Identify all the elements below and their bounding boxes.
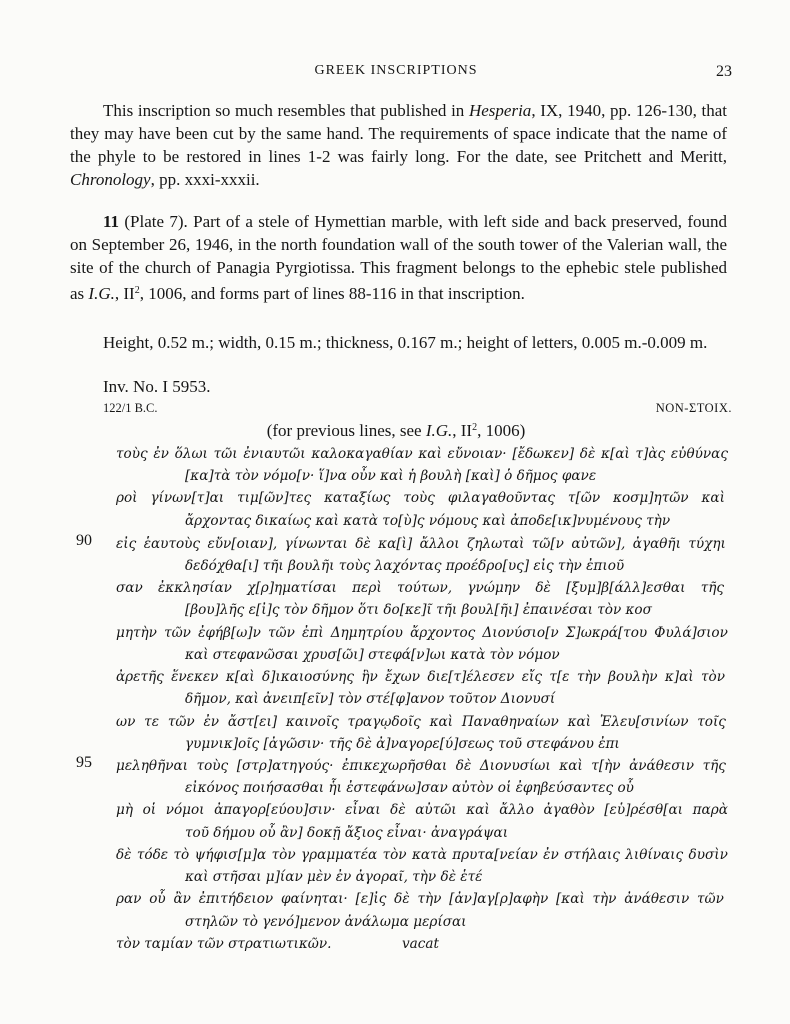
greek-word: τῆς (700, 580, 724, 596)
greek-word: Σ]ωκρά[του (565, 625, 648, 641)
greek-word: ἐν (543, 847, 559, 863)
greek-line: καὶ στῆσαι μ]ίαν μὲν ἐν ἀγοραῖ, τὴν δὲ ἑτέ (185, 869, 483, 885)
greek-line: στηλῶν τὸ γενό]μενον ἀνάλωμα μερίσαι (185, 914, 467, 930)
greek-word: τ]ὰς (635, 446, 666, 462)
greek-word: στήλαις (564, 847, 620, 863)
greek-line: δεδόχθα[ι] τῆι βουλῆι τοὺς λαχόντας προέδρο[υς] εἰς τὴν ἐπιοῦ (185, 558, 625, 574)
greek-word: ἄλλο (499, 802, 534, 818)
greek-word: περὶ (352, 580, 382, 596)
entry-text-1: (Plate 7). Part of a stele of Hymettian marble, with left side and back preserved, found on September 26, 1946, in the north foundation wall of the south tower of the Valerian wall, the site of the church of Panagia Pyrgiotissa. This fragment belongs to the ephebic stele published as (70, 212, 727, 303)
greek-word: ἀγαθῆι (632, 536, 681, 552)
stoichedon-note: NON-ΣΤΟΙΧ. (655, 401, 732, 415)
greek-word: ὅλωι (174, 446, 208, 462)
greek-word: καὶ (567, 714, 592, 730)
greek-word: [καὶ (556, 891, 585, 907)
greek-word: δὲ (390, 802, 406, 818)
greek-word: τοὺς (116, 446, 148, 462)
greek-word: ἐν (153, 446, 169, 462)
greek-word: τῶ[ν (531, 536, 564, 552)
running-title: GREEK INSCRIPTIONS (314, 63, 478, 78)
greek-word: πρυτα[νείαν (452, 847, 538, 863)
greek-word: δὲ (116, 847, 132, 863)
greek-line (116, 712, 726, 732)
greek-line (116, 623, 728, 643)
greek-word: Φυλά]σιον (654, 625, 728, 641)
greek-word: γίνωνται (284, 536, 348, 552)
greek-word: Ἐλευ[σινίων (599, 714, 689, 730)
greek-word: καὶ (429, 714, 454, 730)
greek-word: ἐφήβ[ω]ν (198, 625, 261, 641)
greek-word: ἐνιαυτῶι (243, 446, 306, 462)
greek-word: δὲ (535, 580, 551, 596)
journal-title: Hesperia (468, 101, 532, 120)
greek-line: γυμνικ]οῖς [ἀγῶσιν· τῆς δὲ ἀ]ναγορε[ύ]σεως τοῦ στεφάνου ἐπι (185, 736, 620, 752)
line-number-90: 90 (76, 532, 92, 549)
greek-word: ἔχων (385, 669, 420, 685)
greek-word: Παναθηναίων (461, 714, 559, 730)
greek-line: [κα]τὰ τὸν νόμο[ν· ἵ]να οὖν καὶ ἡ βουλὴ [καὶ] ὁ δῆμος φανε (185, 468, 597, 484)
page-number: 23 (716, 63, 732, 80)
greek-word: ἐπικεχωρῆσθαι (342, 758, 448, 774)
greek-word: ἣν (361, 669, 378, 685)
greek-word: νόμοι (165, 802, 205, 818)
greek-word: [ξυμ]β[άλλ]εσθαι (566, 580, 686, 596)
greek-word: βουλὴν (608, 669, 658, 685)
greek-word: κατὰ (411, 847, 447, 863)
greek-word: ροὶ (116, 490, 138, 506)
greek-word: λιθίναις (625, 847, 684, 863)
greek-word: [στρ]ατηγούς· (236, 758, 334, 774)
greek-word: δ]ικαιοσύνης (261, 669, 354, 685)
greek-word: ἑαυτοὺς (143, 536, 201, 552)
greek-word: ψήφισ[μ]α (194, 847, 267, 863)
greek-word: εὔνοιαν· (447, 446, 507, 462)
greek-word: μεληθῆναι (116, 758, 188, 774)
ig-reference: I.G. (88, 284, 115, 303)
dimensions: Height, 0.52 m.; width, 0.15 m.; thickness, 0.167 m.; height of letters, 0.005 m.-0.009 m. (103, 333, 708, 352)
greek-word: τούτων, (396, 580, 453, 596)
greek-word: κ[αὶ (225, 669, 255, 685)
greek-word: τ[ὴν (591, 758, 621, 774)
greek-word: τιμ[ῶν]τες (237, 490, 312, 506)
book-title: Chronology (70, 170, 151, 189)
greek-word: ἐπιτήδειον (198, 891, 274, 907)
greek-word: ἀπαγορ[εύου]σιν· (214, 802, 336, 818)
greek-word: τοὺς (196, 758, 229, 774)
inventory-number: Inv. No. I 5953. (103, 377, 211, 396)
greek-word: ἂν (173, 891, 191, 907)
greek-word: αὐτῶι (415, 802, 457, 818)
greek-line: τοῦ δήμου οὗ ἂν] δοκῇ ἄξιος εἶναι· ἀναγράψαι (185, 825, 509, 841)
greek-word: τῶν (167, 714, 195, 730)
greek-word: [ἔδωκεν] (512, 446, 575, 462)
greek-line (116, 444, 728, 464)
greek-word: τύχηι (688, 536, 726, 552)
greek-word: ἀρετῆς (116, 669, 164, 685)
greek-word: Δημητρίου (330, 625, 403, 641)
greek-word: τῶν (268, 625, 295, 641)
greek-word: καὶ (466, 802, 490, 818)
greek-word: Διονυσίωι (479, 758, 551, 774)
greek-line: καὶ στεφανῶσαι χρυσ[ῶι] στεφά[ν]ωι κατὰ τὸν νόμον (185, 647, 560, 663)
greek-word: τ[ε (549, 669, 570, 685)
greek-line (116, 845, 728, 865)
greek-word: τε (144, 714, 159, 730)
greek-word: ἐπὶ (302, 625, 324, 641)
greek-word: δὲ (579, 446, 596, 462)
greek-word: μητὴν (116, 625, 157, 641)
inscription-date: 122/1 B.C. (103, 401, 158, 415)
greek-word: ων (116, 714, 136, 730)
greek-word: κ[αὶ (601, 446, 630, 462)
greek-word: τραγῳδοῖς (347, 714, 421, 730)
greek-word: φιλαγαθοῦντας (447, 490, 555, 506)
greek-word: εἰς (116, 536, 137, 552)
greek-word: εὔν[οιαν], (207, 536, 278, 552)
greek-line (116, 578, 724, 598)
running-head (60, 63, 732, 85)
greek-line: δῆμον, καὶ ἀνειπ[εῖν] τὸν στέ[φ]ανον τοῦτον Διονυσί (185, 691, 556, 707)
greek-word: ἀνάθεσιν (624, 891, 690, 907)
greek-line: [βου]λῆς ε[ἰ]ς τὸν δῆμον ὅτι δο[κε]ῖ τῆι βουλ[ῆι] ἐπαινέσαι τὸν κοσ (185, 602, 652, 618)
greek-word: ἐν (203, 714, 220, 730)
greek-word: καλοκαγαθίαν (311, 446, 413, 462)
greek-word: καὶ (701, 490, 725, 506)
entry-text-3: , 1006, and forms part of lines 88-116 in that inscription. (139, 284, 525, 303)
greek-word: τὸν (701, 669, 725, 685)
greek-line (116, 800, 728, 820)
greek-word: δυσὶν (688, 847, 728, 863)
greek-word: τὴν (576, 669, 601, 685)
greek-line (116, 667, 725, 687)
greek-word: ἕνεκεν (171, 669, 219, 685)
entry-paragraph (70, 210, 727, 305)
greek-word: γνώμην (467, 580, 521, 596)
greek-word: τὸν (271, 847, 296, 863)
greek-word: καταξίως (324, 490, 391, 506)
greek-word: δὲ (455, 758, 472, 774)
greek-word: τῆς (702, 758, 726, 774)
greek-line (116, 534, 726, 554)
intro-paragraph (70, 99, 727, 191)
greek-word: μὴ (116, 802, 133, 818)
greek-word: ἀνάθεσιν (629, 758, 695, 774)
greek-word: [εὑ]ρέσθ[αι (604, 802, 683, 818)
greek-word: καινοῖς (285, 714, 339, 730)
greek-word: τῶν (164, 625, 191, 641)
greek-word: ζηλωταὶ (467, 536, 525, 552)
entry-text-2: , II (114, 284, 135, 303)
greek-word: διε[τ]έλεσεν (427, 669, 515, 685)
greek-word: εὐθύνας (670, 446, 728, 462)
greek-line (116, 756, 726, 776)
previous-lines-note: (for previous lines, see I.G., $II^2$, 1006) (266, 421, 526, 440)
greek-word: φαίνηται· (280, 891, 348, 907)
greek-word: τὸν (382, 847, 407, 863)
entry-number: 11 (103, 212, 120, 231)
greek-word: γίνων[τ]αι (150, 490, 225, 506)
greek-word: ἄστ[ει] (227, 714, 278, 730)
greek-word: τὴν (417, 891, 442, 907)
greek-word: δὲ (394, 891, 410, 907)
greek-word: ἀγαθὸν (543, 802, 595, 818)
intro-text-3: , pp. xxxi-xxxii. (150, 170, 260, 189)
intro-text-1: This inscription so much resembles that published in (103, 101, 469, 120)
greek-word: τ[ῶν (567, 490, 601, 506)
greek-line: τὸν ταμίαν τῶν στρατιωτικῶν. (116, 936, 332, 952)
greek-word: κα[ὶ] (378, 536, 413, 552)
greek-word: εἶναι (345, 802, 381, 818)
greek-line: ἄρχοντας δικαίως καὶ κατὰ το[ὺ]ς νόμους καὶ ἀποδε[ικ]νυμένους τὴν (185, 513, 671, 529)
greek-word: ἄρχοντος (410, 625, 476, 641)
greek-word: [ε]ἰς (355, 891, 387, 907)
greek-word: αὐτῶν], (571, 536, 626, 552)
line-number-95: 95 (76, 754, 92, 771)
greek-word: τοὺς (403, 490, 435, 506)
greek-word: καὶ (559, 758, 583, 774)
greek-word: ἐκκλησίαν (158, 580, 232, 596)
vacat-note: vacat (402, 936, 439, 952)
greek-word: τὴν (592, 891, 617, 907)
greek-line: εἰκόνος ποιήσασθαι ἧι ἐστεφάνω]σαν αὐτὸν οἱ ἐφηβεύσαντες οὗ (185, 780, 634, 796)
greek-word: κ]αὶ (664, 669, 694, 685)
superscript: 2 (134, 285, 140, 296)
greek-word: [ἀν]αγ[ρ]αφὴν (449, 891, 549, 907)
greek-word: παρὰ (692, 802, 728, 818)
greek-word: οἱ (142, 802, 157, 818)
greek-word: Διονύσιο[ν (482, 625, 559, 641)
intro-text-2: , IX, 1940, pp. 126-130, that they may have been cut by the same hand. The requirements of space indicate that the name of the phyle to be restored in lines 1-2 was fairly long. For the date, see Pritchett and Meritt, (70, 101, 728, 166)
greek-word: τῶν (697, 891, 724, 907)
greek-word: τοῖς (697, 714, 726, 730)
greek-word: δὲ (355, 536, 371, 552)
greek-line (116, 889, 724, 909)
greek-word: οὗ (149, 891, 166, 907)
greek-word: ραν (116, 891, 142, 907)
greek-word: ἄλλοι (419, 536, 460, 552)
greek-word: γραμματέα (301, 847, 378, 863)
greek-word: σαν (116, 580, 143, 596)
greek-word: καὶ (418, 446, 442, 462)
greek-word: τῶι (213, 446, 238, 462)
greek-line (116, 488, 725, 508)
greek-word: τόδε (136, 847, 169, 863)
greek-word: τὸ (173, 847, 190, 863)
greek-word: εἴς (521, 669, 542, 685)
greek-word: κοσμ]ητῶν (613, 490, 689, 506)
greek-word: χ[ρ]ηματίσαι (247, 580, 337, 596)
